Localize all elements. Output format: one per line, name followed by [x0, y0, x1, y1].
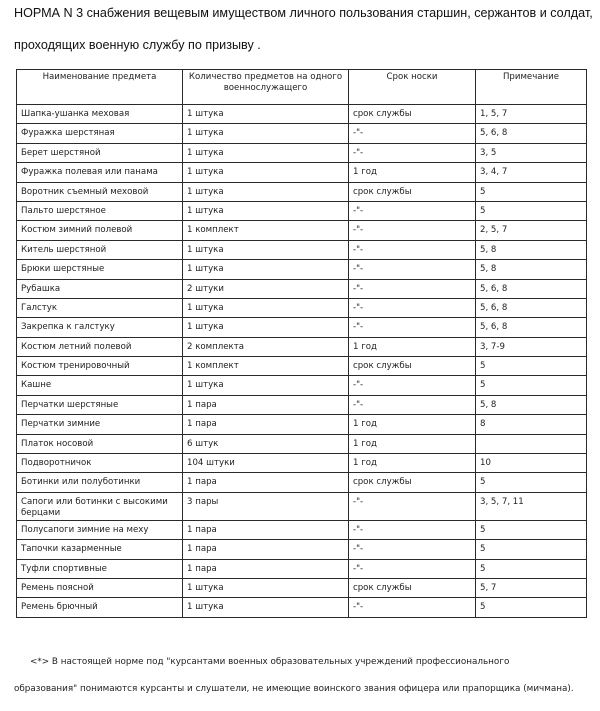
wear-period-cell: -"- — [349, 240, 476, 259]
item-name-cell: Кашне — [17, 376, 183, 395]
item-name-cell: Шапка-ушанка меховая — [17, 105, 183, 124]
column-header-wear-period: Срок носки — [349, 70, 476, 105]
table-row — [17, 559, 587, 578]
quantity-cell: 1 пара — [183, 520, 349, 539]
item-name-cell: Туфли спортивные — [17, 559, 183, 578]
note-cell: 5, 8 — [476, 240, 587, 259]
table-row — [17, 376, 587, 395]
note-cell: 3, 7-9 — [476, 337, 587, 356]
quantity-cell: 1 штука — [183, 240, 349, 259]
table-row — [17, 221, 587, 240]
wear-period-cell: -"- — [349, 318, 476, 337]
table-row — [17, 454, 587, 473]
quantity-cell: 1 пара — [183, 473, 349, 492]
wear-period-cell: -"- — [349, 201, 476, 220]
quantity-cell: 1 пара — [183, 395, 349, 414]
item-name-cell: Китель шерстяной — [17, 240, 183, 259]
table-row — [17, 163, 587, 182]
note-cell: 5 — [476, 520, 587, 539]
item-name-cell: Берет шерстяной — [17, 143, 183, 162]
wear-period-cell: 1 год — [349, 454, 476, 473]
note-cell: 5, 7 — [476, 578, 587, 597]
table-row — [17, 415, 587, 434]
wear-period-cell: -"- — [349, 376, 476, 395]
item-name-cell: Перчатки зимние — [17, 415, 183, 434]
quantity-cell: 104 штуки — [183, 454, 349, 473]
note-cell: 5 — [476, 201, 587, 220]
note-cell: 5, 8 — [476, 260, 587, 279]
quantity-cell: 1 штука — [183, 105, 349, 124]
table-body — [17, 105, 587, 618]
table-row — [17, 124, 587, 143]
wear-period-cell: срок службы — [349, 473, 476, 492]
footnote-line-1: <*> В настоящей норме под "курсантами военных образовательных учреждений профессионального — [30, 657, 510, 667]
wear-period-cell: -"- — [349, 260, 476, 279]
note-cell: 5 — [476, 598, 587, 617]
table-row — [17, 520, 587, 539]
item-name-cell: Рубашка — [17, 279, 183, 298]
item-name-cell: Ремень поясной — [17, 578, 183, 597]
wear-period-cell: -"- — [349, 279, 476, 298]
quantity-cell: 2 комплекта — [183, 337, 349, 356]
table-row — [17, 492, 587, 520]
quantity-cell: 1 штука — [183, 298, 349, 317]
quantity-cell: 1 штука — [183, 260, 349, 279]
quantity-cell: 1 комплект — [183, 221, 349, 240]
item-name-cell: Ремень брючный — [17, 598, 183, 617]
quantity-cell: 1 штука — [183, 578, 349, 597]
table-row — [17, 318, 587, 337]
footnote-line-2: образования" понимаются курсанты и слушатели, не имеющие воинского звания офицера или прапорщика (мичмана). — [14, 684, 574, 694]
table-row — [17, 143, 587, 162]
table-row — [17, 540, 587, 559]
quantity-cell: 1 комплект — [183, 357, 349, 376]
note-cell: 2, 5, 7 — [476, 221, 587, 240]
item-name-cell: Костюм тренировочный — [17, 357, 183, 376]
quantity-cell: 2 штуки — [183, 279, 349, 298]
item-name-cell: Костюм зимний полевой — [17, 221, 183, 240]
table-row — [17, 279, 587, 298]
table-header-row — [17, 70, 587, 105]
quantity-cell: 1 штука — [183, 318, 349, 337]
wear-period-cell: -"- — [349, 221, 476, 240]
table-row — [17, 395, 587, 414]
quantity-cell: 1 штука — [183, 376, 349, 395]
note-cell: 5, 6, 8 — [476, 298, 587, 317]
note-cell: 3, 4, 7 — [476, 163, 587, 182]
column-header-note: Примечание — [476, 70, 587, 105]
quantity-cell: 1 штука — [183, 143, 349, 162]
item-name-cell: Брюки шерстяные — [17, 260, 183, 279]
table-row — [17, 240, 587, 259]
note-cell: 5 — [476, 182, 587, 201]
note-cell: 5 — [476, 376, 587, 395]
item-name-cell: Фуражка полевая или панама — [17, 163, 183, 182]
table-row — [17, 337, 587, 356]
quantity-cell: 3 пары — [183, 492, 349, 520]
wear-period-cell: 1 год — [349, 163, 476, 182]
wear-period-cell: -"- — [349, 559, 476, 578]
item-name-cell: Платок носовой — [17, 434, 183, 453]
table-row — [17, 182, 587, 201]
note-cell: 3, 5 — [476, 143, 587, 162]
wear-period-cell: -"- — [349, 298, 476, 317]
note-cell: 5, 6, 8 — [476, 124, 587, 143]
wear-period-cell: -"- — [349, 540, 476, 559]
quantity-cell: 1 пара — [183, 559, 349, 578]
table-row — [17, 260, 587, 279]
item-name-cell: Перчатки шерстяные — [17, 395, 183, 414]
note-cell: 5 — [476, 357, 587, 376]
table-row — [17, 598, 587, 617]
note-cell: 1, 5, 7 — [476, 105, 587, 124]
item-name-cell: Фуражка шерстяная — [17, 124, 183, 143]
wear-period-cell: -"- — [349, 492, 476, 520]
column-header-quantity: Количество предметов на одного военнослужащего — [183, 70, 349, 105]
supply-norm-table — [16, 69, 587, 618]
table-row — [17, 201, 587, 220]
heading-line-2: проходящих военную службу по призыву . — [14, 38, 261, 52]
table-row — [17, 298, 587, 317]
wear-period-cell: 1 год — [349, 415, 476, 434]
item-name-cell: Подворотничок — [17, 454, 183, 473]
note-cell: 3, 5, 7, 11 — [476, 492, 587, 520]
item-name-cell: Воротник съемный меховой — [17, 182, 183, 201]
wear-period-cell: 1 год — [349, 434, 476, 453]
note-cell: 5 — [476, 540, 587, 559]
note-cell: 10 — [476, 454, 587, 473]
table-row — [17, 105, 587, 124]
quantity-cell: 6 штук — [183, 434, 349, 453]
note-cell: 5 — [476, 473, 587, 492]
wear-period-cell: 1 год — [349, 337, 476, 356]
wear-period-cell: -"- — [349, 124, 476, 143]
item-name-cell: Ботинки или полуботинки — [17, 473, 183, 492]
heading-line-1: НОРМА N 3 снабжения вещевым имуществом личного пользования старшин, сержантов и солдат, — [14, 6, 593, 20]
quantity-cell: 1 штука — [183, 182, 349, 201]
note-cell: 5, 8 — [476, 395, 587, 414]
item-name-cell: Пальто шерстяное — [17, 201, 183, 220]
quantity-cell: 1 пара — [183, 540, 349, 559]
quantity-cell: 1 штука — [183, 163, 349, 182]
column-header-item: Наименование предмета — [17, 70, 183, 105]
item-name-cell: Тапочки казарменные — [17, 540, 183, 559]
item-name-cell: Галстук — [17, 298, 183, 317]
table-row — [17, 357, 587, 376]
wear-period-cell: -"- — [349, 395, 476, 414]
quantity-cell: 1 штука — [183, 598, 349, 617]
wear-period-cell: -"- — [349, 143, 476, 162]
quantity-cell: 1 штука — [183, 124, 349, 143]
note-cell — [476, 434, 587, 453]
note-cell: 5, 6, 8 — [476, 279, 587, 298]
note-cell: 8 — [476, 415, 587, 434]
wear-period-cell: срок службы — [349, 578, 476, 597]
wear-period-cell: срок службы — [349, 105, 476, 124]
quantity-cell: 1 штука — [183, 201, 349, 220]
item-name-cell: Сапоги или ботинки с высокими берцами — [17, 492, 183, 520]
quantity-cell: 1 пара — [183, 415, 349, 434]
table-row — [17, 578, 587, 597]
note-cell: 5 — [476, 559, 587, 578]
note-cell: 5, 6, 8 — [476, 318, 587, 337]
wear-period-cell: -"- — [349, 520, 476, 539]
item-name-cell: Костюм летний полевой — [17, 337, 183, 356]
table-row — [17, 434, 587, 453]
wear-period-cell: срок службы — [349, 357, 476, 376]
wear-period-cell: срок службы — [349, 182, 476, 201]
item-name-cell: Полусапоги зимние на меху — [17, 520, 183, 539]
table-row — [17, 473, 587, 492]
wear-period-cell: -"- — [349, 598, 476, 617]
item-name-cell: Закрепка к галстуку — [17, 318, 183, 337]
